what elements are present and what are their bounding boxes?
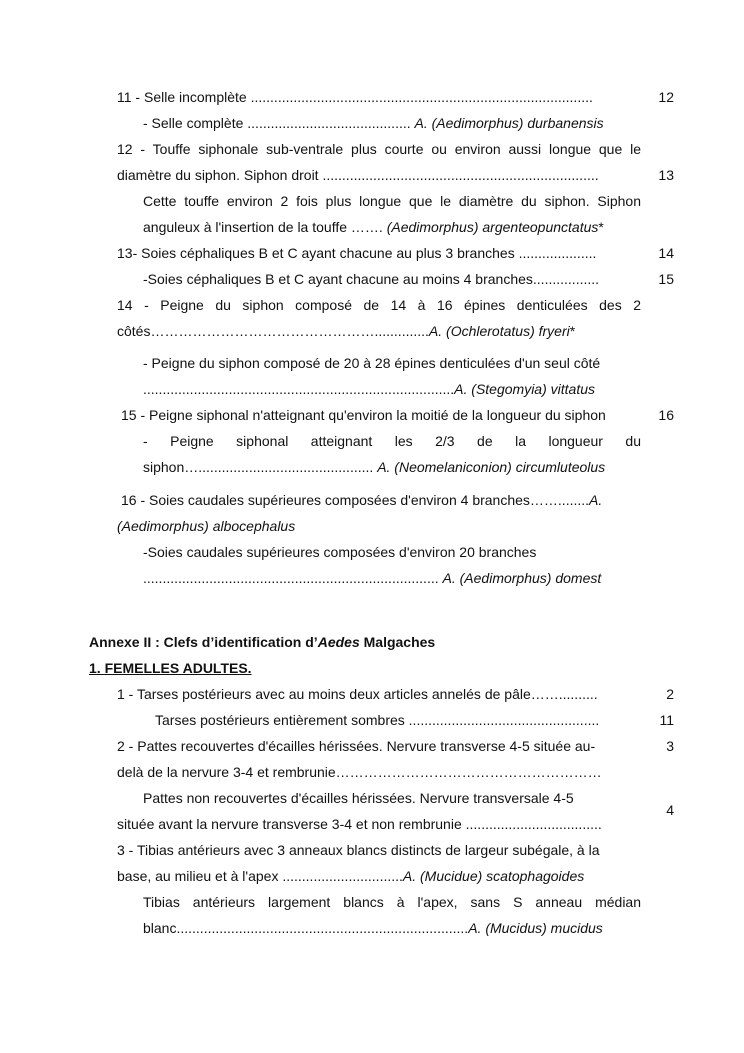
couplet-13-alt-target: 15: [658, 271, 674, 287]
couplet-1-target: 2: [666, 686, 674, 702]
couplet-2-lead-line1: 2 - Pattes recouvertes d'écailles hérissées. Nervure transverse 4-5 située au-: [117, 738, 596, 754]
couplet-14-lead-line1: 14 - Peigne du siphon composé de 14 à 16 épines denticulées des 2: [117, 297, 641, 313]
couplet-12-lead-line1: 12 - Touffe siphonale sub-ventrale plus courte ou environ aussi longue que le: [117, 141, 641, 157]
couplet-16-lead-line2: [117, 516, 295, 536]
couplet-15-lead: 15 - Peigne siphonal n'atteignant qu'environ la moitié de la longueur du siphon: [121, 407, 606, 423]
species-scatophagoides: A. (Mucidue) scatophagoides: [402, 868, 585, 884]
species-circumluteolus: A. (Neomelaniconion) circumluteolus: [377, 459, 606, 475]
species-albocephalus: (Aedimorphus) albocephalus: [117, 518, 296, 534]
couplet-3-lead-line2: base, au milieu et à l'apex ...............................A. (Mucidue) scatophagoides: [117, 868, 585, 884]
couplet-15-alt-line1: - Peigne siphonal atteignant les 2/3 de la longueur du: [143, 433, 641, 449]
couplet-14-alt-line1: - Peigne du siphon composé de 20 à 28 épines denticulées d'un seul côté: [143, 355, 601, 371]
species-albocephalus-genus: A.: [589, 492, 603, 508]
couplet-12-lead-line2: diamètre du siphon. Siphon droit .......................................................................: [117, 167, 599, 183]
couplet-13-lead: 13- Soies céphaliques B et C ayant chacune au plus 3 branches ....................: [117, 245, 597, 261]
couplet-3-alt-line1: Tibias antérieurs largement blancs à l'apex, sans S anneau médian: [143, 894, 641, 910]
couplet-16-lead-line1: 16 - Soies caudales supérieures composées d'environ 4 branches……........A.: [121, 492, 603, 508]
couplet-2-lead-line2: delà de la nervure 3-4 et rembrunie…………………………………………………: [117, 764, 602, 780]
couplet-11-target: 12: [658, 89, 674, 105]
couplet-1-alt-target: 11: [659, 712, 674, 728]
couplet-3-alt-line2: blanc...........................................................................A. (Mucidus) mucidus: [143, 920, 603, 936]
species-argenteopunctatus: (Aedimorphus) argenteopunctatus: [386, 219, 599, 235]
annex-title: Annexe II : Clefs d’identification d’Aedes Malgaches: [89, 634, 436, 650]
couplet-12-target: 13: [658, 167, 674, 183]
couplet-3-lead-line1: 3 - Tibias antérieurs avec 3 anneaux blancs distincts de largeur subégale, à la: [117, 842, 600, 858]
couplet-15-alt-line2: siphon…............................................. A. (Neomelaniconion) circumluteolus: [143, 459, 606, 475]
species-domesticus: A. (Aedimorphus) domest: [442, 570, 602, 586]
couplet-14-alt-line2: ................................................................................A. (Stegomyia) vittatus: [143, 381, 595, 397]
couplet-15-target: 16: [658, 407, 674, 423]
couplet-16-alt-line1: -Soies caudales supérieures composées d'environ 20 branches: [143, 544, 537, 560]
couplet-2-alt-target: 4: [666, 802, 674, 818]
species-vittatus: A. (Stegomyia) vittatus: [454, 381, 595, 397]
couplet-12-alt-line1: Cette touffe environ 2 fois plus longue que le diamètre du siphon. Siphon: [143, 193, 641, 209]
couplet-11-alternative: - Selle complète .......................................... A. (Aedimorphus) durbanensis: [143, 115, 604, 131]
species-durbanensis: A. (Aedimorphus) durbanensis: [414, 115, 604, 131]
couplet-2-target: 3: [666, 738, 674, 754]
species-fryeri: A. (Ochlerotatus) fryeri: [428, 323, 570, 339]
couplet-12-alt-line2: anguleux à l'insertion de la touffe ……. (Aedimorphus) argenteopunctatus*: [143, 219, 604, 235]
couplet-13-target: 14: [658, 245, 674, 261]
couplet-16-alt-line2: ............................................................................ A. (Aedimorphus) domest: [143, 570, 602, 586]
couplet-2-alt-line1: Pattes non recouvertes d'écailles hérissées. Nervure transversale 4-5: [143, 790, 574, 806]
couplet-11-lead: 11 - Selle incomplète ........................................................................................: [117, 89, 593, 105]
couplet-14-lead-line2: côtés…………………………………………..............A. (Ochlerotatus) fryeri*: [117, 323, 576, 339]
couplet-1-alternative: Tarses postérieurs entièrement sombres .................................................: [155, 712, 600, 728]
couplet-13-alternative: -Soies céphaliques B et C ayant chacune au moins 4 branches.................: [143, 271, 600, 287]
couplet-1-lead: 1 - Tarses postérieurs avec au moins deux articles annelés de pâle……..........: [117, 686, 598, 702]
couplet-2-alt-line2: située avant la nervure transverse 3-4 et non rembrunie ...................................: [117, 816, 602, 832]
species-mucidus: A. (Mucidus) mucidus: [468, 920, 603, 936]
annex-title-genus: Aedes: [317, 634, 360, 650]
annex-subtitle: 1. FEMELLES ADULTES.: [89, 660, 252, 676]
